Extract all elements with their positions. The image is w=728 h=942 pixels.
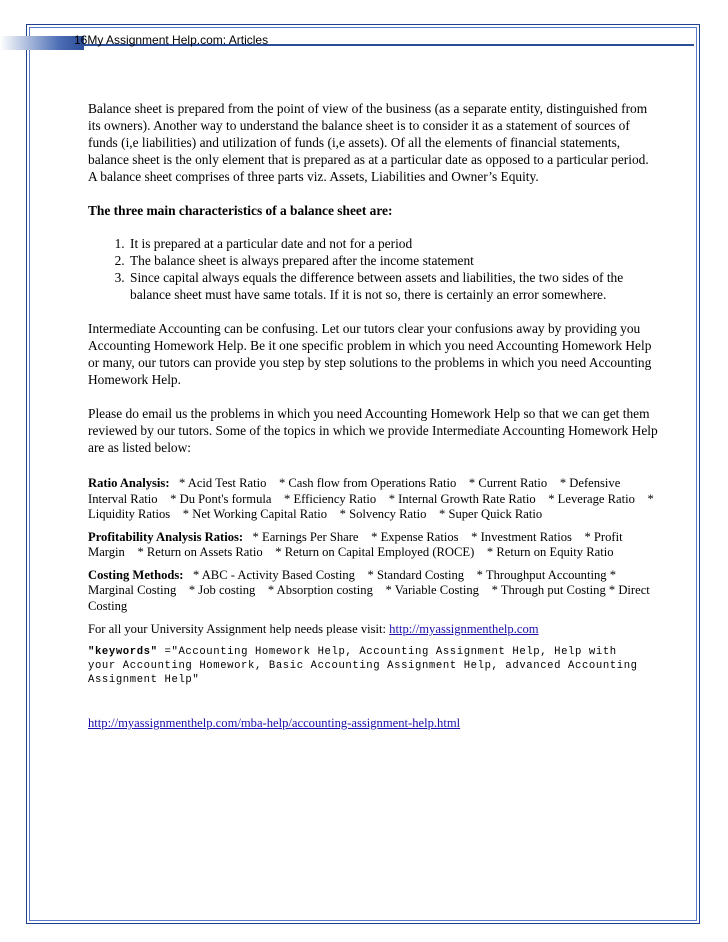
keywords-key: "keywords" [88,646,158,658]
list-item: 2. The balance sheet is always prepared after the income statement [128,252,658,269]
topic-profitability [88,530,658,561]
visit-line [88,621,658,638]
bottom-link-line [88,715,658,732]
visit-text: For all your University Assignment help needs please visit: [88,622,390,636]
email-paragraph: Please do email us the problems in which you need Accounting Homework Help so that we can get them reviewed by our tutors. Some of the topics in which we provide Intermediate Accounting Homework Help are as listed below: [88,406,658,455]
characteristics-heading: The three main characteristics of a balance sheet are: [88,203,393,218]
topic-label: Profitability Analysis Ratios: [88,529,244,544]
topic-items: * Earnings Per Share * Expense Ratios * Investment Ratios * Profit Margin * Return on Assets Ratio * Return on Capital Employed (ROCE) * Return on Equity Ratio [88,529,626,559]
topic-label: Ratio Analysis: [88,476,170,490]
topic-costing [88,568,658,615]
topic-label: Costing Methods: [88,567,184,582]
running-header [74,33,268,47]
page-number: 16 [74,33,88,47]
intro-paragraph: Balance sheet is prepared from the point of view of the business (as a separate entity, distinguished from its owners). Another way to understand the balance sheet is to consider it as a statement of sources of funds (i,e liabilities) and utilization of funds (i,e assets). Of all the elements of financial statements, balance sheet is the only element that is prepared as at a particular date as opposed to a particular period. A balance sheet comprises of three parts viz. Assets, Liabilities and Owner’s Equity. [88,101,649,184]
characteristics-list [88,235,658,303]
list-item: 3. Since capital always equals the difference between assets and liabilities, the two sides of the balance sheet must have same totals. If it is not so, there is certainly an error somewhere. [128,269,658,303]
topic-ratio-analysis [88,476,658,523]
intermediate-paragraph: Intermediate Accounting can be confusing. Let our tutors clear your confusions away by providing you Accounting Homework Help. Be it one specific problem in which you need Accounting Homework Help or many, our tutors can provide you step by step solutions to the problems in which you need Accounting Homework Help. [88,321,652,387]
accounting-help-link[interactable]: http://myassignmenthelp.com/mba-help/accounting-assignment-help.html [88,716,461,730]
site-link[interactable]: http://myassignmenthelp.com [389,622,539,636]
list-item: 1. It is prepared at a particular date and not for a period [128,235,658,252]
header-title: My Assignment Help.com: Articles [87,33,269,47]
keywords-value: ="Accounting Homework Help, Accounting Assignment Help, Help with your Accounting Homework, Basic Accounting Assignment Help, advanced Accounting Assignment Help" [88,646,638,686]
topic-items: * Acid Test Ratio * Cash flow from Operations Ratio * Current Ratio * Defensive Interval Ratio * Du Pont's formula * Efficiency Ratio * Internal Growth Rate Ratio * Leverage Ratio * Liquidity Ratios * Net Working Capital Ratio * Solvency Ratio * Super Quick Ratio [88,476,657,521]
document-body [88,100,658,732]
topic-items: * ABC - Activity Based Costing * Standard Costing * Throughput Accounting * Marginal Costing * Job costing * Absorption costing * Variable Costing * Through put Costing * Direct Costing [88,567,653,613]
keywords-block [88,645,648,687]
header-accent-bar [0,36,84,50]
